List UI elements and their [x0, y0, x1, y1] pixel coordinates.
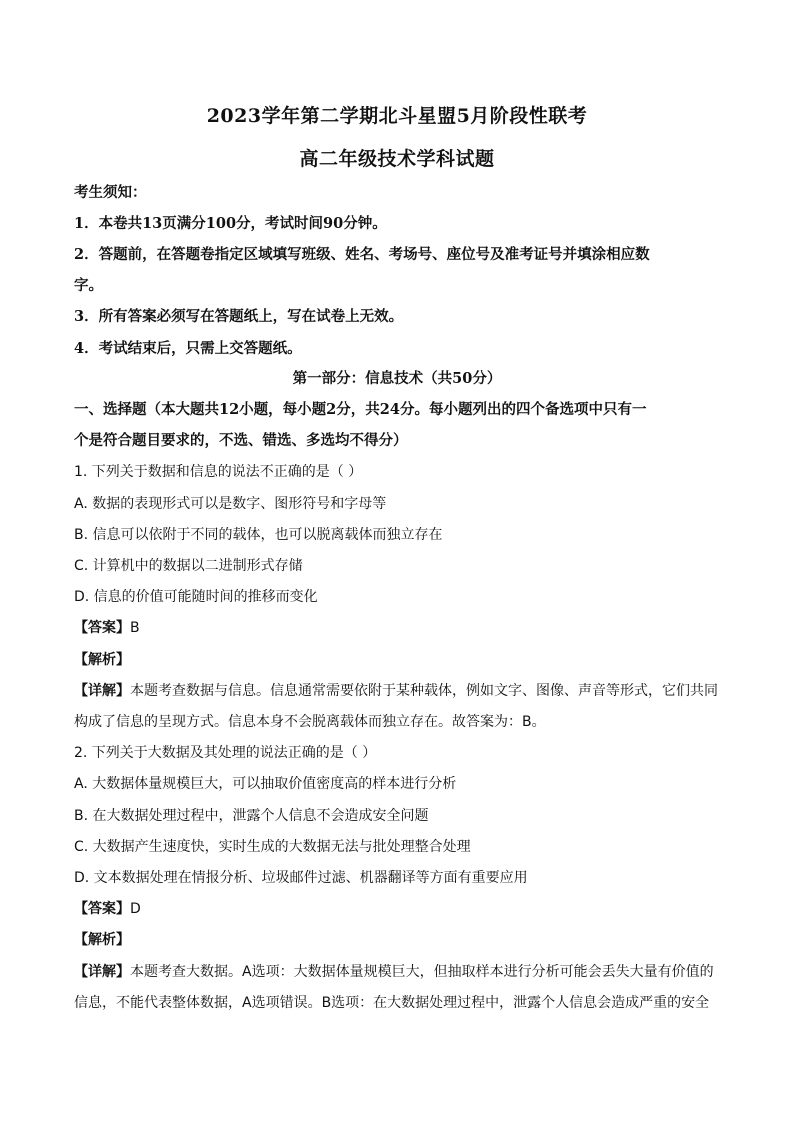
q2-detail-label: 【详解】 [74, 964, 130, 980]
exam-title: 2023学年第二学期北斗星盟5月阶段性联考 [206, 105, 588, 127]
notice-item-1: 1．本卷共13页满分100分，考试时间90分钟。 [74, 215, 387, 232]
notice-item-2-line2: 字。 [74, 277, 103, 294]
q2-analysis-label: 【解析】 [74, 932, 130, 948]
q1-analysis-label: 【解析】 [74, 652, 130, 668]
q2-answer [74, 899, 724, 919]
notice-item-3: 3．所有答案必须写在答题纸上，写在试卷上无效。 [74, 308, 404, 325]
section-heading-line1: 一、选择题（本大题共12小题，每小题2分，共24分。每小题列出的四个备选项中只有一 [74, 401, 647, 418]
q2-option-a: A. 大数据体量规模巨大，可以抽取价值密度高的样本进行分析 [74, 776, 457, 792]
notice-item-4: 4．考试结束后，只需上交答题纸。 [74, 340, 302, 357]
q1-answer-value: B [130, 620, 140, 636]
q2-detail-line2: 信息，不能代表整体数据，A选项错误。B选项：在大数据处理过程中，泄露个人信息会造成严重的安全 [74, 995, 710, 1011]
q1-detail-line2: 构成了信息的呈现方式。信息本身不会脱离载体而独立存在。故答案为：B。 [74, 714, 546, 730]
q1-stem: 1. 下列关于数据和信息的说法不正确的是（ ） [74, 464, 363, 480]
q2-option-b: B. 在大数据处理过程中，泄露个人信息不会造成安全问题 [74, 808, 429, 824]
q2-option-c: C. 大数据产生速度快，实时生成的大数据无法与批处理整合处理 [74, 839, 471, 855]
q1-detail-text1: 本题考查数据与信息。信息通常需要依附于某种载体，例如文字、图像、声音等形式，它们共同 [130, 683, 718, 699]
q1-option-b: B. 信息可以依附于不同的载体，也可以脱离载体而独立存在 [74, 527, 443, 543]
q1-answer [74, 618, 724, 638]
q2-answer-value: D [130, 901, 141, 917]
exam-subtitle: 高二年级技术学科试题 [299, 148, 495, 170]
q1-detail-line1 [74, 681, 724, 701]
q2-answer-label: 【答案】 [74, 901, 130, 917]
q2-option-d: D. 文本数据处理在情报分析、垃圾邮件过滤、机器翻译等方面有重要应用 [74, 870, 528, 886]
notice-heading: 考生须知： [74, 184, 147, 201]
part-heading: 第一部分：信息技术（共50分） [292, 370, 502, 387]
q2-detail-line1 [74, 962, 724, 982]
q1-option-c: C. 计算机中的数据以二进制形式存储 [74, 558, 303, 574]
q2-stem: 2. 下列关于大数据及其处理的说法正确的是（ ） [74, 745, 377, 761]
q1-option-a: A. 数据的表现形式可以是数字、图形符号和字母等 [74, 496, 387, 512]
q1-answer-label: 【答案】 [74, 620, 130, 636]
section-heading-line2: 个是符合题目要求的，不选、错选、多选均不得分） [74, 432, 408, 449]
q1-option-d: D. 信息的价值可能随时间的推移而变化 [74, 589, 318, 605]
q1-detail-label: 【详解】 [74, 683, 130, 699]
q2-detail-text1: 本题考查大数据。A选项：大数据体量规模巨大，但抽取样本进行分析可能会丢失大量有价值的 [130, 964, 714, 980]
notice-item-2-line1: 2．答题前，在答题卷指定区域填写班级、姓名、考场号、座位号及准考证号并填涂相应数 [74, 246, 650, 263]
